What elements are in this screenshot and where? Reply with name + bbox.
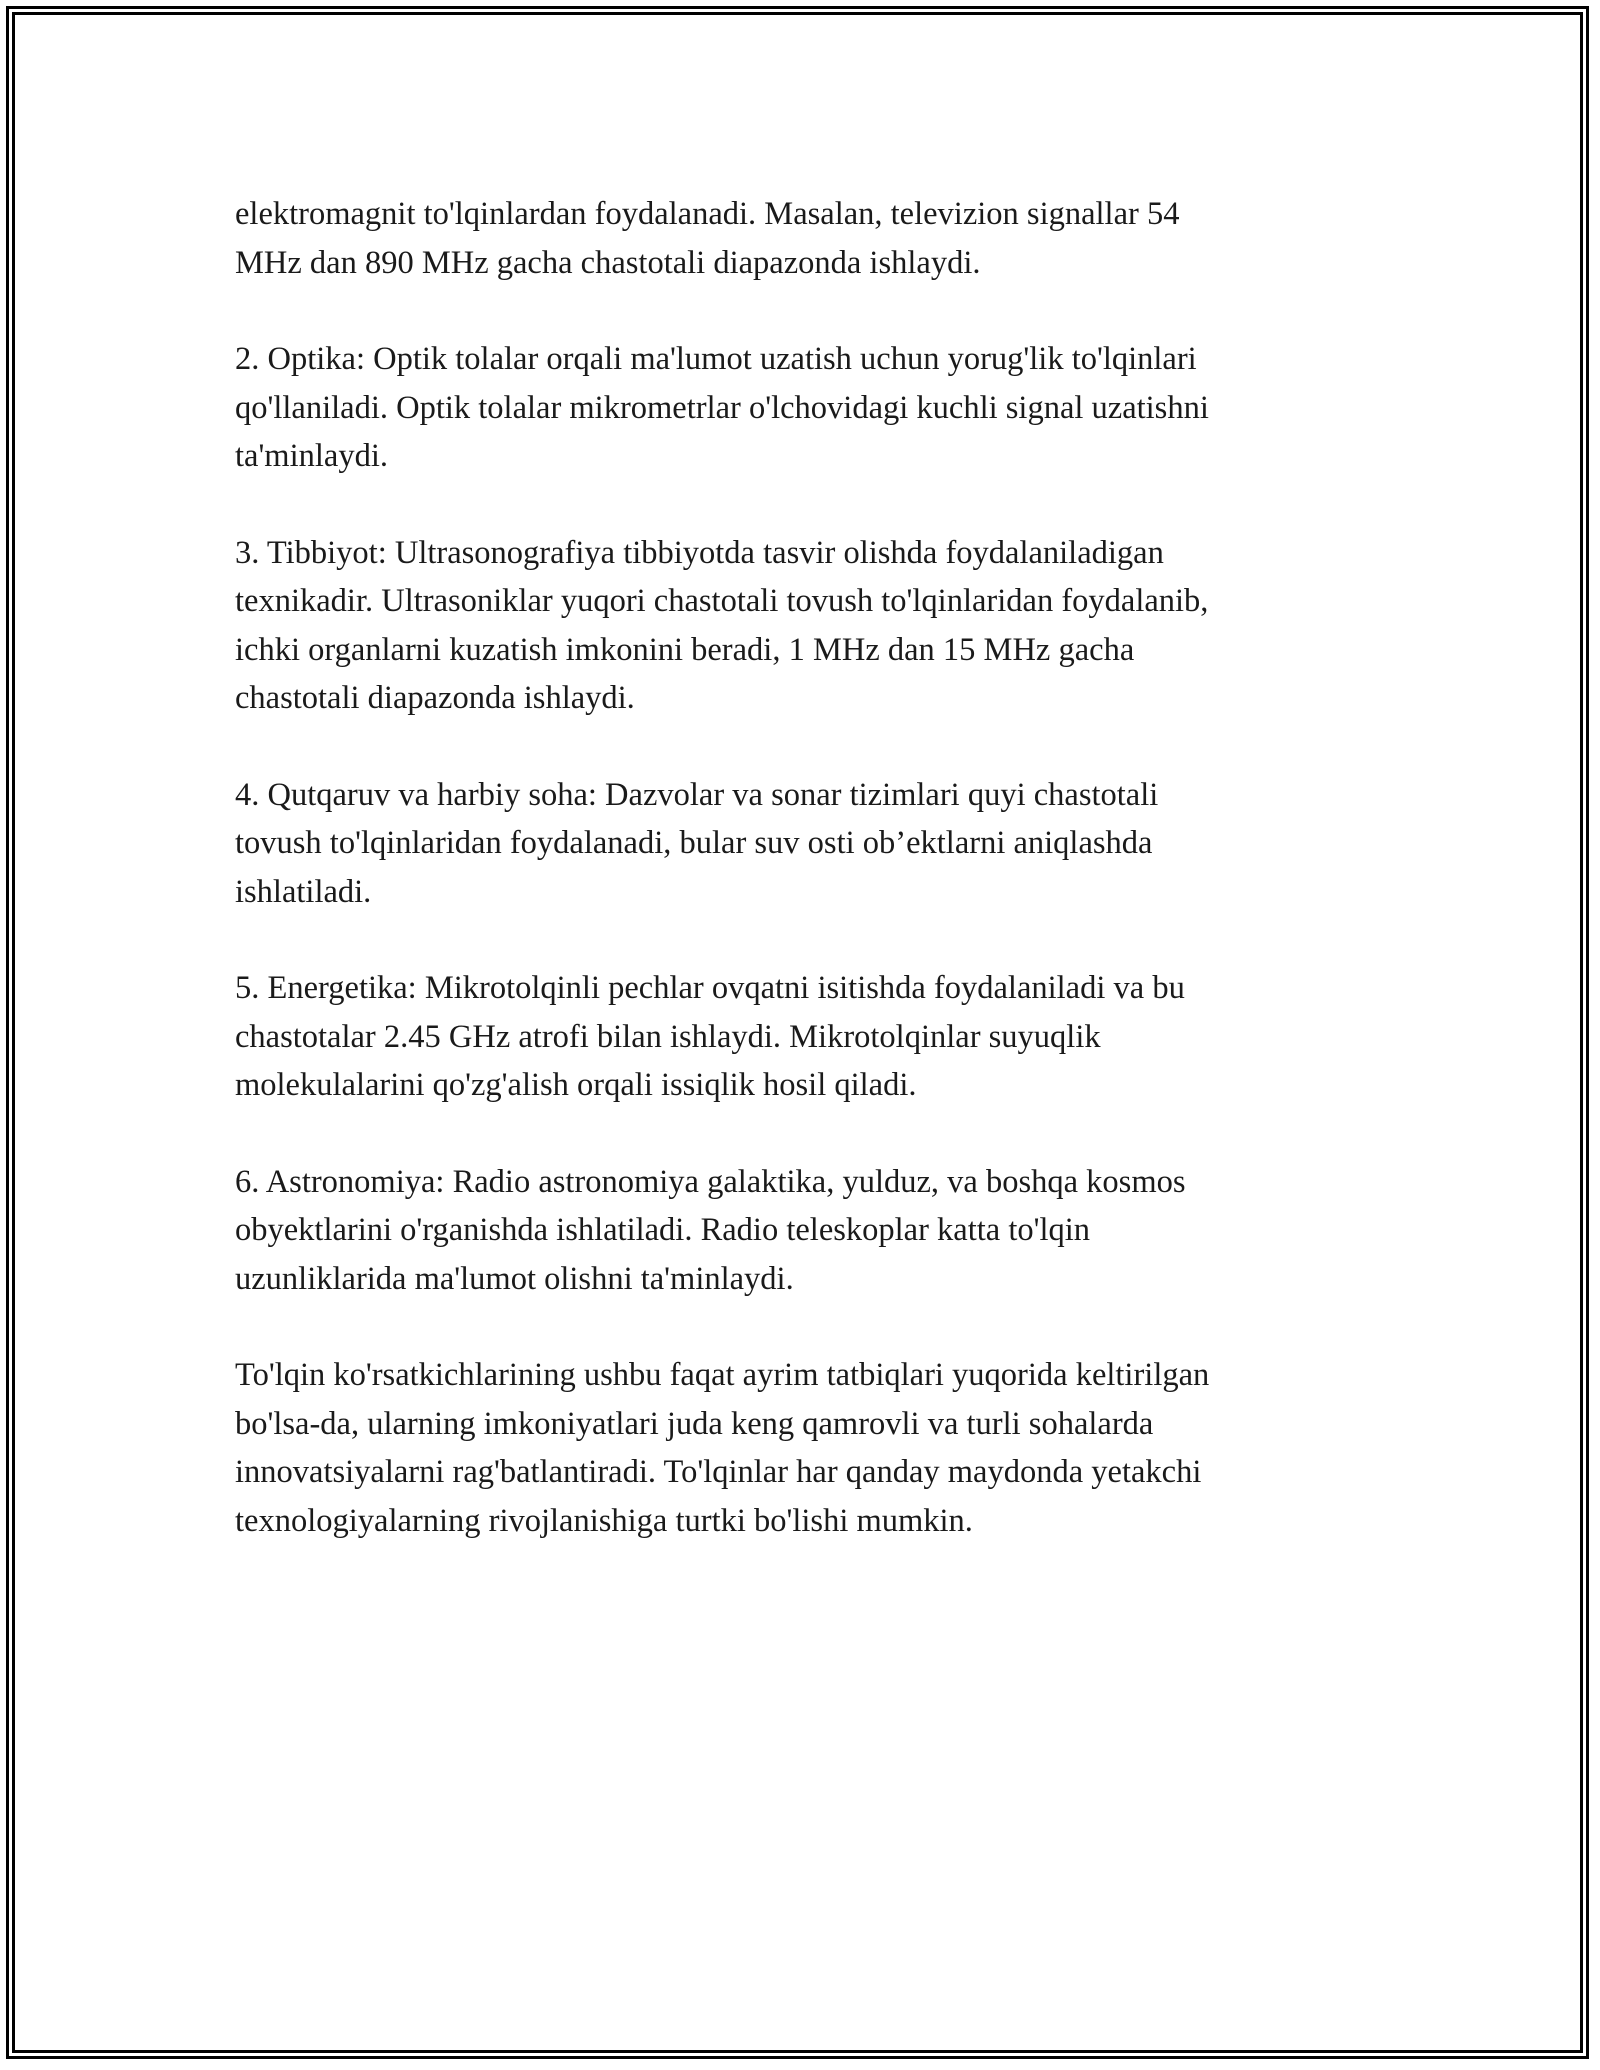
document-body: [235, 190, 1365, 1593]
paragraph-energy: 5. Energetika: Mikrotolqinli pechlar ovqatni isitishda foydalaniladi va bu chastotalar 2.45 GHz atrofi bilan ishlaydi. Mikrotolqinlar suyuqlik molekulalarini qo'zg'alish orqali issiqlik hosil qiladi.: [235, 970, 1185, 1103]
paragraph-conclusion: To'lqin ko'rsatkichlarining ushbu faqat ayrim tatbiqlari yuqorida keltirilgan bo'lsa-da, ularning imkoniyatlari juda keng qamrovli va turli sohalarda innovatsiyalarni rag'batlantiradi. To'lqinlar har qanday maydonda yetakchi texnologiyalarning rivojlanishiga turtki bo'lishi mumkin.: [235, 1357, 1210, 1539]
paragraph-astronomy: 6. Astronomiya: Radio astronomiya galaktika, yulduz, va boshqa kosmos obyektlarini o'rganishda ishlatiladi. Radio teleskoplar katta to'lqin uzunliklarida ma'lumot olishni ta'minlaydi.: [235, 1163, 1186, 1297]
paragraph-rescue-military: 4. Qutqaruv va harbiy soha: Dazvolar va sonar tizimlari quyi chastotali tovush to'lqinlaridan foydalanadi, bular suv osti ob’ektlarni aniqlashda ishlatiladi.: [235, 776, 1159, 910]
paragraph-optics: 2. Optika: Optik tolalar orqali ma'lumot uzatish uchun yorug'lik to'lqinlari qo'llaniladi. Optik tolalar mikrometrlar o'lchovidagi kuchli signal uzatishni ta'minlaydi.: [235, 341, 1209, 474]
paragraph-medicine: 3. Tibbiyot: Ultrasonografiya tibbiyotda tasvir olishda foydalaniladigan texnikadir. Ultrasoniklar yuqori chastotali tovush to'lqinlaridan foydalanib, ichki organlarni kuzatish imkonini beradi, 1 MHz dan 15 MHz gacha chastotali diapazonda ishlaydi.: [235, 534, 1209, 716]
paragraph-tv-signals: elektromagnit to'lqinlardan foydalanadi. Masalan, televizion signallar 54 MHz dan 890 MHz gacha chastotali diapazonda ishlaydi.: [235, 196, 1180, 281]
